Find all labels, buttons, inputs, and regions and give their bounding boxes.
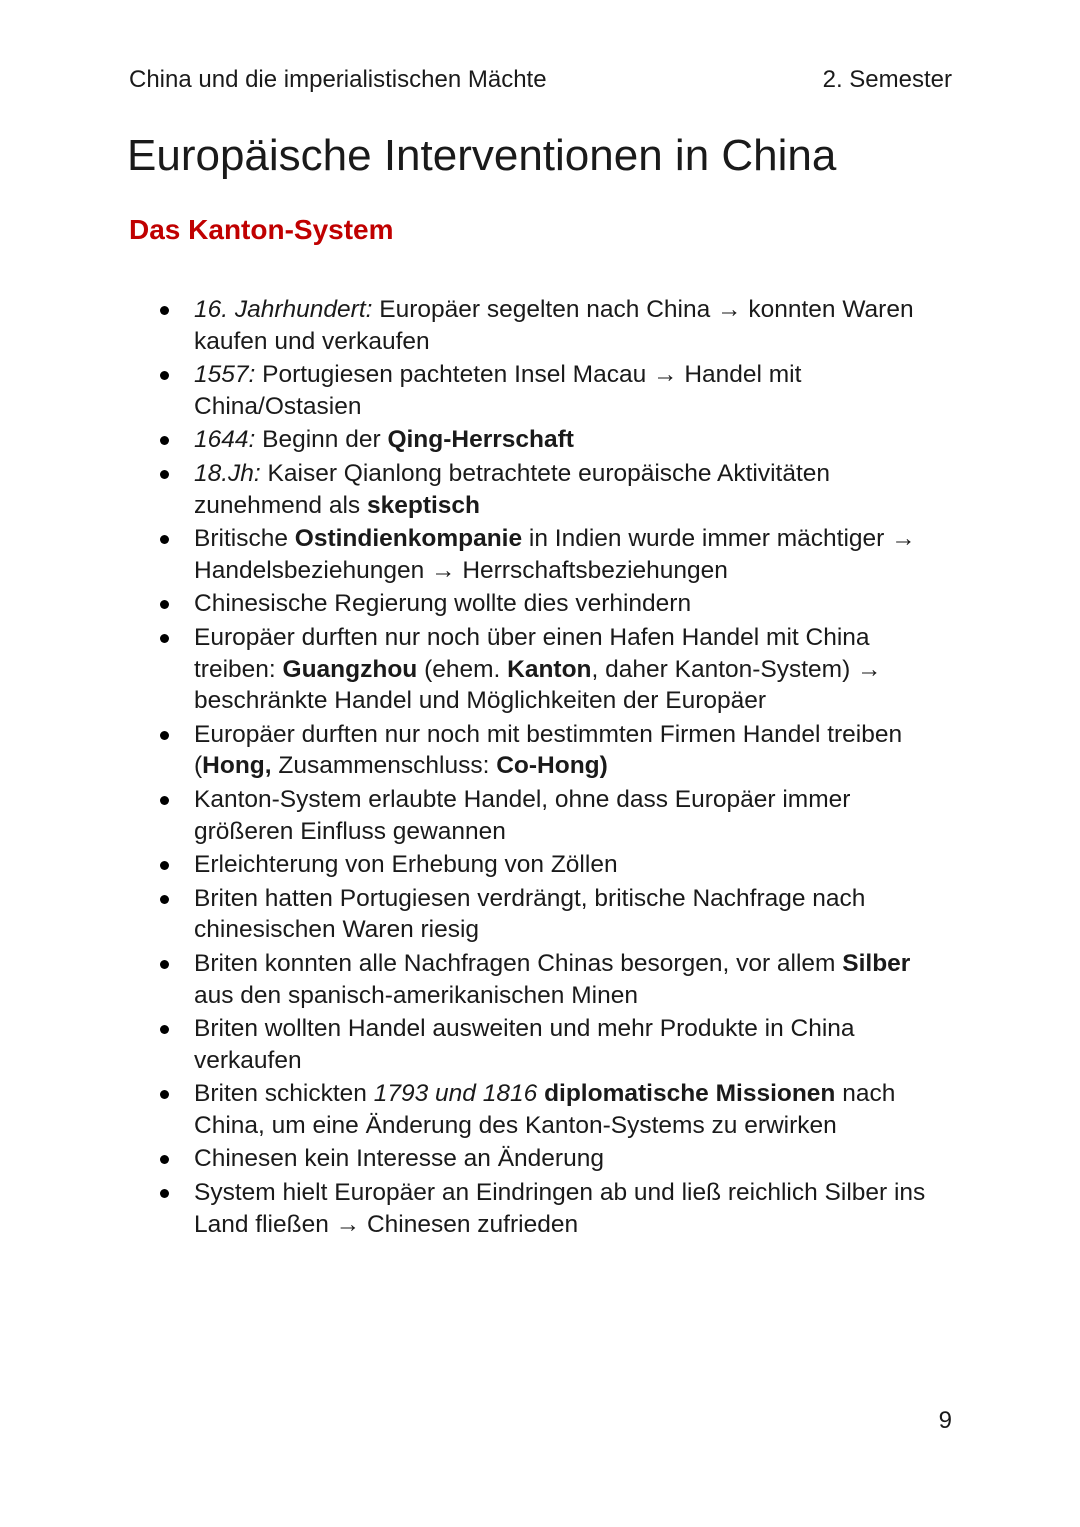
item-text: Briten schickten: [194, 1080, 374, 1108]
item-text: Beginn der: [255, 426, 388, 454]
bullet-icon: [160, 861, 169, 870]
item-text: in Indien wurde immer mächtiger → Handelsbeziehungen → Herrschaftsbeziehungen: [194, 525, 916, 584]
list-item: [194, 294, 954, 357]
item-text: Briten hatten Portugiesen verdrängt, britische Nachfrage nach chinesischen Waren riesig: [194, 884, 866, 944]
bold-term: Qing-Herrschaft: [387, 426, 574, 454]
bold-term: Ostindienkompanie: [294, 525, 523, 553]
bullet-icon: [160, 436, 169, 445]
list-item: [194, 622, 954, 717]
bullet-icon: [160, 1189, 169, 1198]
item-text: Chinesische Regierung wollte dies verhindern: [194, 590, 692, 618]
header-semester: 2. Semester: [822, 66, 952, 93]
bullet-list: [194, 294, 954, 1242]
bullet-icon: [160, 960, 169, 969]
bullet-icon: [160, 1155, 169, 1164]
bold-term: diplomatische Missionen: [544, 1080, 836, 1108]
bold-term: Guangzhou: [282, 655, 418, 683]
list-item: [194, 359, 954, 422]
item-text: System hielt Europäer an Eindringen ab und ließ reichlich Silber ins Land fließen → Chinesen zufrieden: [194, 1178, 926, 1238]
item-text: Europäer durften nur noch mit bestimmten Firmen Handel treiben (: [194, 720, 903, 780]
page-title: Europäische Interventionen in China: [127, 131, 837, 180]
item-text: Chinesen kein Interesse an Änderung: [194, 1145, 604, 1173]
list-item: [194, 424, 954, 456]
bold-term: Kanton: [507, 655, 592, 683]
list-item: [194, 588, 954, 620]
item-text: aus den spanisch-amerikanischen Minen: [194, 981, 638, 1009]
bullet-icon: [160, 1090, 169, 1099]
bullet-icon: [160, 600, 169, 609]
list-item: [194, 1013, 954, 1076]
bullet-icon: [160, 731, 169, 740]
list-item: [194, 883, 954, 946]
bold-term: Silber: [842, 949, 911, 977]
item-text: Portugiesen pachteten Insel Macau → Handel mit China/Ostasien: [194, 361, 802, 420]
header-topic: China und die imperialistischen Mächte: [129, 66, 547, 93]
list-item: [194, 849, 954, 881]
bold-term: Hong,: [202, 752, 272, 780]
list-item: [194, 1143, 954, 1175]
list-item: [194, 523, 954, 586]
list-item: [194, 784, 954, 847]
item-text: Europäer durften nur noch über einen Hafen Handel mit China treiben:: [194, 623, 870, 683]
bullet-icon: [160, 306, 169, 315]
section-heading: Das Kanton-System: [129, 214, 394, 245]
item-text: nach China, um eine Änderung des Kanton-Systems zu erwirken: [194, 1080, 896, 1139]
bullet-icon: [160, 470, 169, 479]
bold-term: Co-Hong): [496, 752, 608, 780]
date-label: 16. Jahrhundert:: [194, 296, 373, 323]
list-item: [194, 1177, 954, 1240]
item-text: Briten wollten Handel ausweiten und mehr Produkte in China verkaufen: [194, 1015, 855, 1074]
bullet-icon: [160, 371, 169, 380]
page-number: 9: [938, 1407, 952, 1434]
bullet-icon: [160, 535, 169, 544]
list-item: [194, 719, 954, 782]
date-label: 18.Jh:: [194, 459, 261, 487]
item-text: Erleichterung von Erhebung von Zöllen: [194, 851, 618, 879]
bullet-icon: [160, 796, 169, 805]
item-text: , daher Kanton-System) → beschränkte Handel und Möglichkeiten der Europäer: [194, 655, 882, 715]
item-text: Briten konnten alle Nachfragen Chinas besorgen, vor allem: [194, 949, 843, 977]
bullet-icon: [160, 895, 169, 904]
list-item: [194, 948, 954, 1011]
item-text: Britische: [194, 525, 295, 553]
date-label: 1793 und 1816: [373, 1080, 538, 1108]
date-label: 1644:: [194, 426, 256, 454]
list-item: [194, 458, 954, 521]
item-text: Kanton-System erlaubte Handel, ohne dass Europäer immer größeren Einfluss gewannen: [194, 785, 851, 845]
date-label: 1557:: [194, 361, 256, 389]
bullet-icon: [160, 634, 169, 643]
item-text: Kaiser Qianlong betrachtete europäische Aktivitäten zunehmend als: [194, 459, 831, 519]
bullet-icon: [160, 1025, 169, 1034]
list-item: [194, 1078, 954, 1141]
bold-term: skeptisch: [366, 491, 481, 519]
item-text: Europäer segelten nach China → konnten Waren kaufen und verkaufen: [194, 296, 914, 355]
item-text: (ehem.: [417, 655, 508, 683]
item-text: Zusammenschluss:: [271, 752, 497, 780]
